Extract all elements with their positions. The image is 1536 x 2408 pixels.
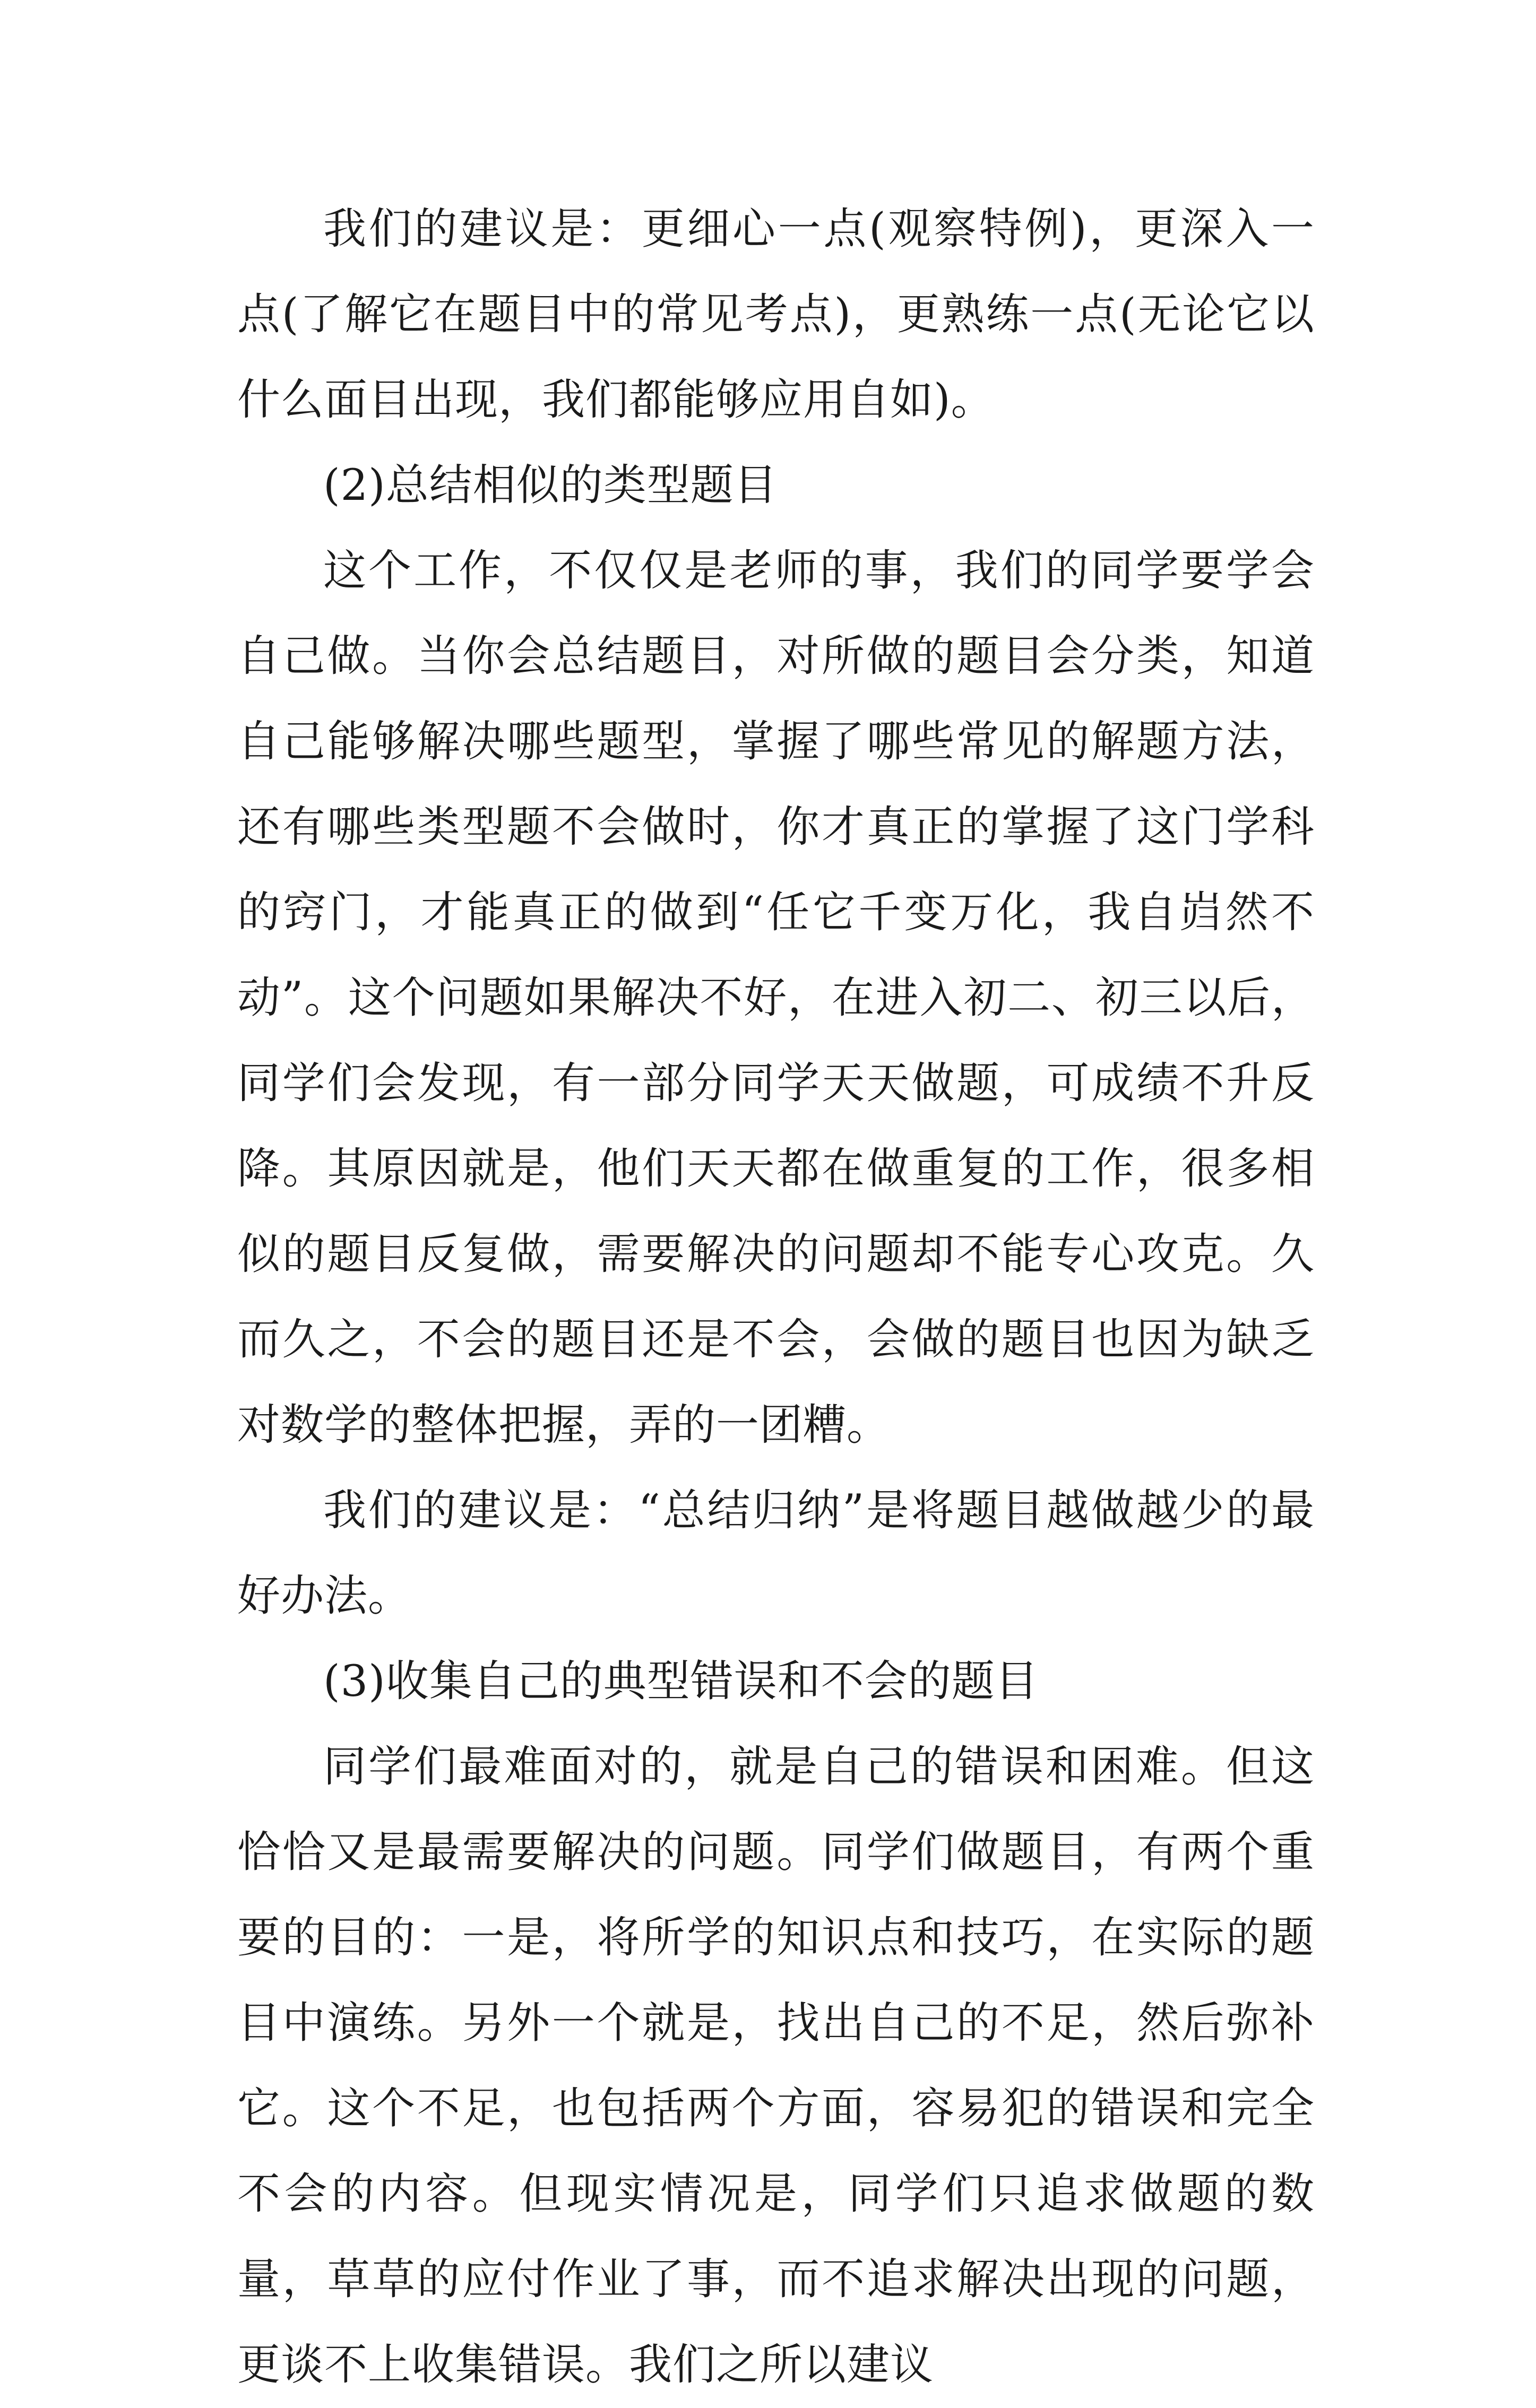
paragraph-summarize-problems: 这个工作，不仅仅是老师的事，我们的同学要学会自己做。当你会总结题目，对所做的题目会分类，知道自己能够解决哪些题型，掌握了哪些常见的解题方法，还有哪些类型题不会做时，你才真正的掌握了这门学科的窍门，才能真正的做到“任它千变万化，我自岿然不动”。这个问题如果解决不好，在进入初二、初三以后，同学们会发现，有一部分同学天天做题，可成绩不升反降。其原因就是，他们天天都在做重复的工作，很多相似的题目反复做，需要解决的问题却不能专心攻克。久而久之，不会的题目还是不会，会做的题目也因为缺乏对数学的整体把握，弄的一团糟。: [237, 546, 1315, 1450]
paragraph-suggestion-1: 我们的建议是：更细心一点(观察特例)，更深入一点(了解它在题目中的常见考点)，更熟练一点(无论它以什么面目出现，我们都能够应用自如)。: [237, 204, 1315, 425]
section-heading-2: (2)总结相似的类型题目: [323, 461, 778, 510]
section-heading-3: (3)收集自己的典型错误和不会的题目: [323, 1657, 1039, 1707]
document-body: [237, 187, 1315, 2408]
paragraph-collect-errors: 同学们最难面对的，就是自己的错误和困难。但这恰恰又是最需要解决的问题。同学们做题目，有两个重要的目的：一是，将所学的知识点和技巧，在实际的题目中演练。另外一个就是，找出自己的不足，然后弥补它。这个不足，也包括两个方面，容易犯的错误和完全不会的内容。但现实情况是，同学们只追求做题的数量，草草的应付作业了事，而不追求解决出现的问题，更谈不上收集错误。我们之所以建议: [237, 1742, 1315, 2390]
paragraph-suggestion-2: 我们的建议是：“总结归纳”是将题目越做越少的最好办法。: [237, 1486, 1315, 1621]
